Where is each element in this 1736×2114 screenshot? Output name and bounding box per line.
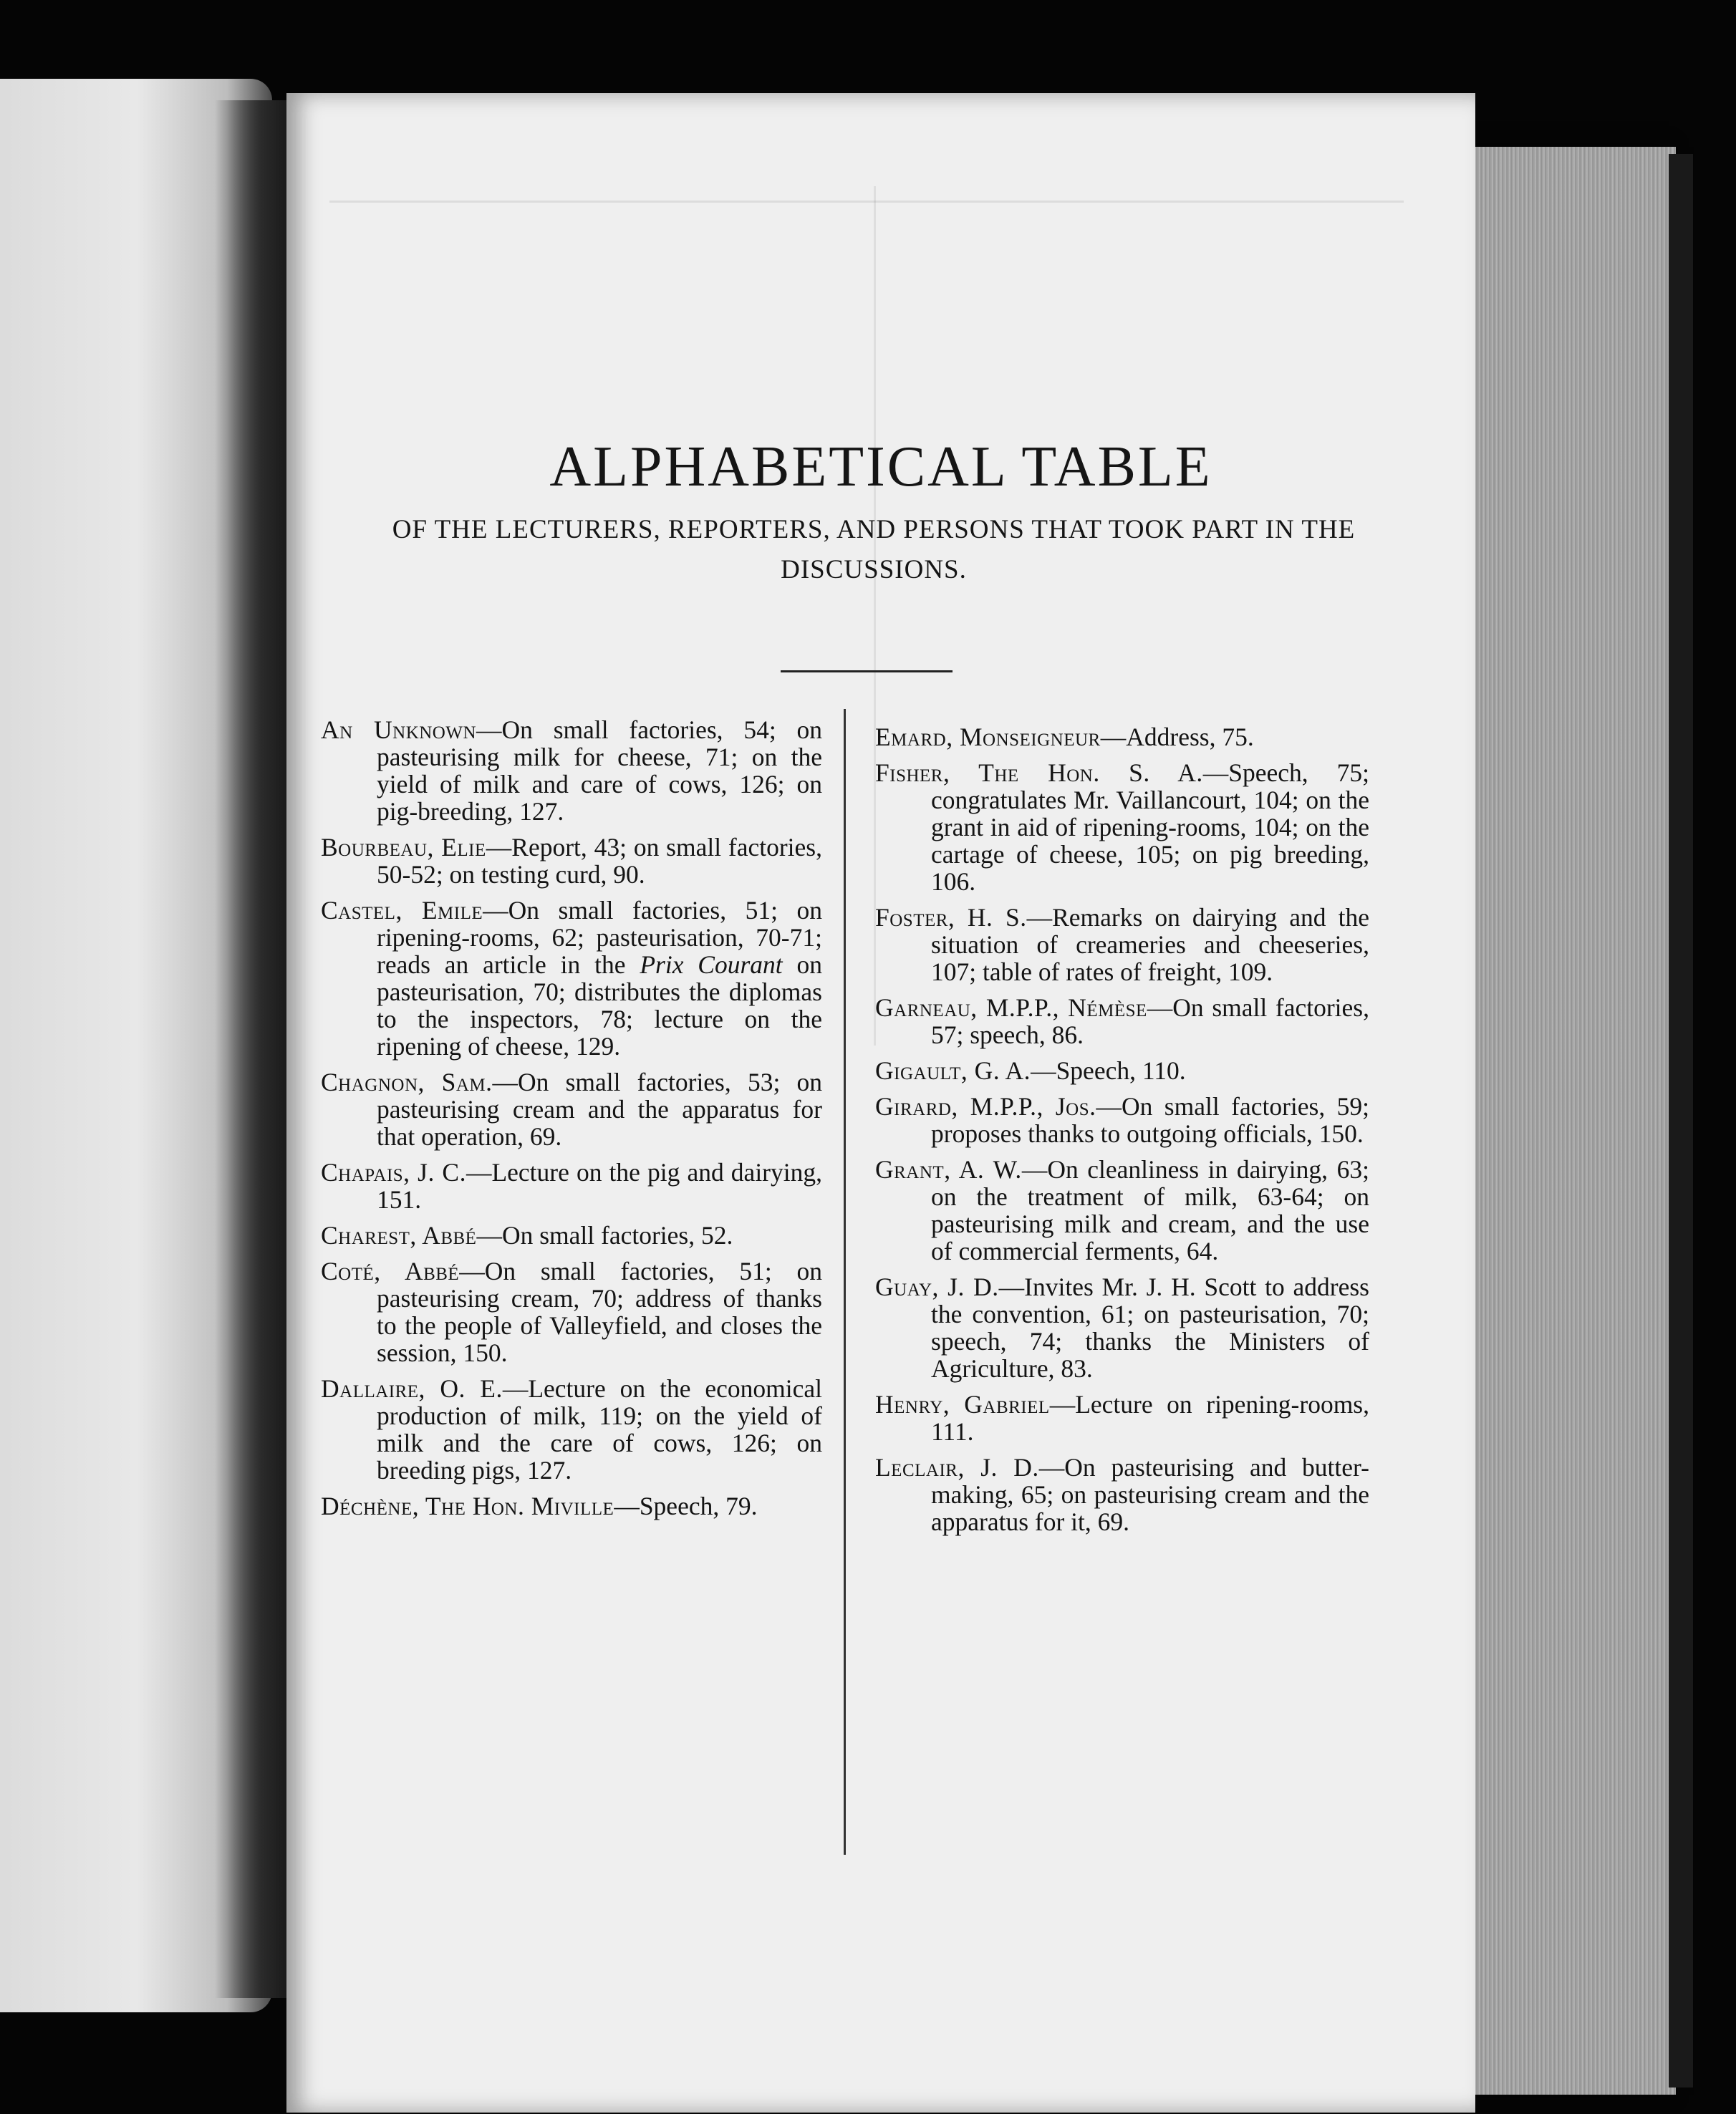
show-through-line: [329, 201, 1404, 203]
index-entry: [321, 897, 822, 1060]
entry-text: —Speech, 75; congratulates Mr. Vaillancourt, 104; on the grant in aid of ripening-rooms, 104; on the cartage of cheese, 105; on pig breeding, 106.: [931, 758, 1369, 896]
entry-name: Foster, H. S.: [875, 903, 1027, 932]
entry-text: —On small factories, 51; on pasteurising cream, 70; address of thanks to the people of Valleyfield, and closes the session, 150.: [377, 1257, 822, 1367]
entry-text: —On small factories, 54; on pasteurising milk for cheese, 71; on the yield of milk and care of cows, 126; on pig-breeding, 127.: [377, 715, 822, 826]
entry-name: An Unknown: [321, 715, 477, 744]
entry-text: —On pasteurising and butter-making, 65; on pasteurising cream and the apparatus for it, 69.: [931, 1453, 1369, 1536]
entry-name: Chapais, J. C.: [321, 1158, 466, 1187]
entry-name: Bourbeau, Elie: [321, 833, 486, 861]
entry-name: Fisher, The Hon. S. A.: [875, 758, 1203, 787]
entry-text: —Report, 43; on small factories, 50-52; on testing curd, 90.: [377, 833, 822, 889]
index-entry: [321, 716, 822, 825]
page-title: ALPHABETICAL TABLE: [549, 435, 1212, 498]
index-entry: [875, 723, 1369, 750]
entry-name: Coté, Abbé: [321, 1257, 460, 1285]
entry-name: Chagnon, Sam.: [321, 1068, 493, 1096]
index-entry: [875, 1093, 1369, 1147]
index-entry: [875, 1273, 1369, 1382]
index-entry: [321, 1492, 822, 1520]
page-edges: [1461, 147, 1676, 2095]
entry-name: Castel, Emile: [321, 896, 483, 925]
entry-name: Déchène, The Hon. Miville: [321, 1492, 614, 1520]
index-entry: [321, 1159, 822, 1213]
left-column: [321, 716, 822, 1528]
index-entry: [875, 1454, 1369, 1535]
entry-name: Henry, Gabriel: [875, 1390, 1050, 1419]
entry-text: —Lecture on the economical production of milk, 119; on the yield of milk and the care of cows, 126; on breeding pigs, 127.: [377, 1374, 822, 1485]
index-entry: [875, 1057, 1369, 1084]
entry-name: Gigault, G. A.: [875, 1056, 1031, 1085]
entry-name: Grant, A. W.: [875, 1155, 1022, 1184]
index-entry: [321, 1222, 822, 1249]
entry-text: —Lecture on the pig and dairying, 151.: [377, 1158, 822, 1214]
entry-text: —Lecture on ripening-rooms, 111.: [931, 1390, 1369, 1446]
entry-text: —Speech, 110.: [1031, 1056, 1186, 1085]
entry-text-continued: on pasteurisation, 70; distributes the diplomas to the inspectors, 78; lecture on the ripening of cheese, 129.: [377, 950, 823, 1061]
entry-text: —On small factories, 57; speech, 86.: [931, 993, 1369, 1049]
entry-name: Leclair, J. D.: [875, 1453, 1039, 1482]
index-entry: [875, 1156, 1369, 1265]
index-entry: [875, 1391, 1369, 1445]
column-divider: [844, 709, 846, 1855]
index-entry: [321, 834, 822, 888]
entry-text: —On small factories, 52.: [476, 1221, 733, 1250]
entry-text: —Speech, 79.: [614, 1492, 758, 1520]
index-entry: [875, 904, 1369, 985]
index-entry: [321, 1258, 822, 1366]
index-entry: [321, 1068, 822, 1150]
entry-text: —On small factories, 53; on pasteurising cream and the apparatus for that operation, 69.: [377, 1068, 822, 1151]
entry-text: —Remarks on dairying and the situation of creameries and cheeseries, 107; table of rates of freight, 109.: [931, 903, 1369, 986]
entry-text: —On small factories, 59; proposes thanks to outgoing officials, 150.: [931, 1092, 1369, 1148]
entry-name: Dallaire, O. E.: [321, 1374, 503, 1403]
index-entry: [875, 759, 1369, 895]
index-entry: [321, 1375, 822, 1484]
entry-italic-title: Prix Courant: [640, 950, 783, 979]
entry-text: —Invites Mr. J. H. Scott to address the convention, 61; on pasteurisation, 70; speech, 74; thanks the Ministers of Agriculture, 83.: [931, 1273, 1369, 1383]
entry-name: Guay, J. D.: [875, 1273, 999, 1301]
entry-name: Garneau, M.P.P., Némèse: [875, 993, 1147, 1022]
title-rule: [781, 670, 953, 672]
entry-text: —On cleanliness in dairying, 63; on the treatment of milk, 63-64; on pasteurising milk and cream, and the use of commercial ferments, 64.: [931, 1155, 1369, 1265]
entry-name: Girard, M.P.P., Jos.: [875, 1092, 1096, 1121]
page-edge-shadow: [1669, 154, 1693, 2088]
entry-text: —On small factories, 51; on ripening-rooms, 62; pasteurisation, 70-71; reads an article in the: [377, 896, 822, 979]
entry-name: Charest, Abbé: [321, 1221, 477, 1250]
page-subtitle: OF THE LECTURERS, REPORTERS, AND PERSONS THAT TOOK PART IN THE DISCUSSIONS.: [392, 515, 1356, 584]
entry-text: —Address, 75.: [1100, 723, 1254, 751]
entry-name: Emard, Monseigneur: [875, 723, 1101, 751]
right-column: [875, 723, 1369, 1544]
index-entry: [875, 994, 1369, 1048]
